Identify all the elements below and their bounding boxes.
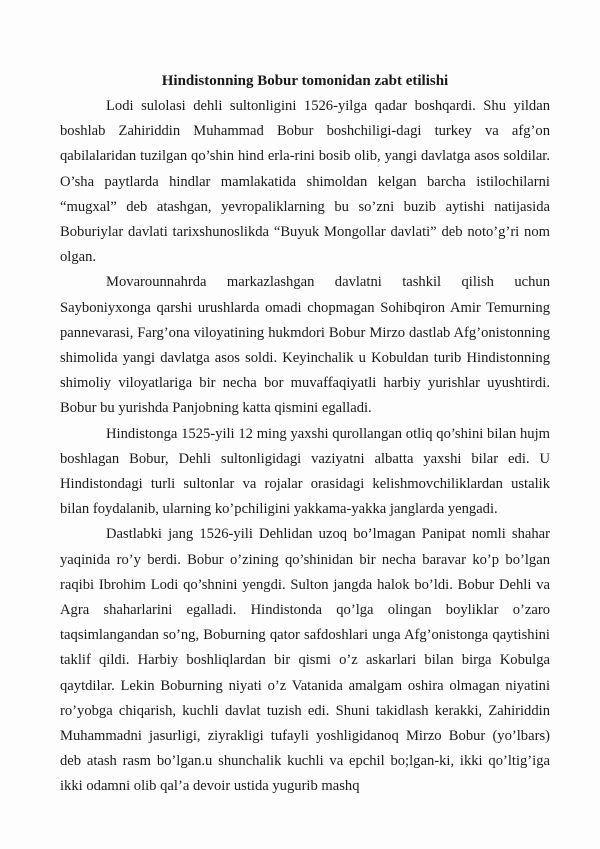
- paragraph-3: Hindistonga 1525-yili 12 ming yaxshi qurollangan otliq qo’shini bilan hujm boshlagan Bobur, Dehli sultonligidagi vaziyatni albatta yaxshi bilar edi. U Hindistondagi turli sultonlar va rojalar orasidagi kelishmovchiliklardan ustalik bilan foydalanib, ularning ko’pchiligini yakkama-yakka janglarda yengadi.: [60, 425, 550, 518]
- paragraph-1: Lodi sulolasi dehli sultonligini 1526-yilga qadar boshqardi. Shu yildan boshlab Zahiriddin Muhammad Bobur boshchiligi-dagi turkey va afg’on qabilalaridan tuzilgan qo’shin hind erla-rini bosib olib, yangi davlatga asos soldilar. O’sha paytlarda hindlar mamlakatida shimoldan kelgan barcha istilochilarni “mugxal” deb atashgan, yevropaliklarning bu so’zni buzib aytishi natijasida Boburiylar davlati tarixshunoslikda “Buyuk Mongollar davlati” deb noto’g’ri nom olgan.: [60, 98, 550, 266]
- document-title: Hindistonning Bobur tomonidan zabt etilishi: [161, 73, 449, 89]
- paragraph-2: Movarounnahrda markazlashgan davlatni tashkil qilish uchun Sayboniyxonga qarshi urushlarda omadi chopmagan Sohibqiron Amir Temurning pannevarasi, Farg’ona viloyatining hukmdori Bobur Mirzo dastlab Afg’onistonning shimolida yangi davlatga asos soldi. Keyinchalik u Kobuldan turib Hindistonning shimoliy viloyatlariga bir necha bor muvaffaqiyatli harbiy yurishlar uyushtirdi. Bobur bu yurishda Panjobning katta qismini egalladi.: [60, 274, 550, 417]
- paragraph-4: Dastlabki jang 1526-yili Dehlidan uzoq bo’lmagan Panipat nomli shahar yaqinida ro’y berdi. Bobur o’zining qo’shinidan bir necha baravar ko’p bo’lgan raqibi Ibrohim Lodi qo’shnini yengdi. Sulton jangda halok bo’ldi. Bobur Dehli va Agra shaharlarini egalladi. Hindistonda qo’lga olingan boyliklar o’zaro taqsimlangandan so’ng, Boburning qator safdoshlari unga Afg’onistonga qaytishini taklif qildi. Harbiy boshliqlardan bir qismi o’z askarlari bilan birga Kobulga qaytdilar. Lekin Boburning niyati o’z Vatanida amalgam oshira olmagan niyatini ro’yobga chiqarish, kuchli davlat tuzish edi. Shuni takidlash kerakki, Zahiriddin Muhammadni jasurligi, ziyrakligi tufayli yoshligidanoq Mirzo Bobur (yo’lbars) deb atash rasm bo’lgan.u shunchalik kuchli va epchil bo;lgan-ki, ikki qo’ltig’iga ikki odamni olib qal’a devoir ustida yugurib mashq: [60, 526, 550, 795]
